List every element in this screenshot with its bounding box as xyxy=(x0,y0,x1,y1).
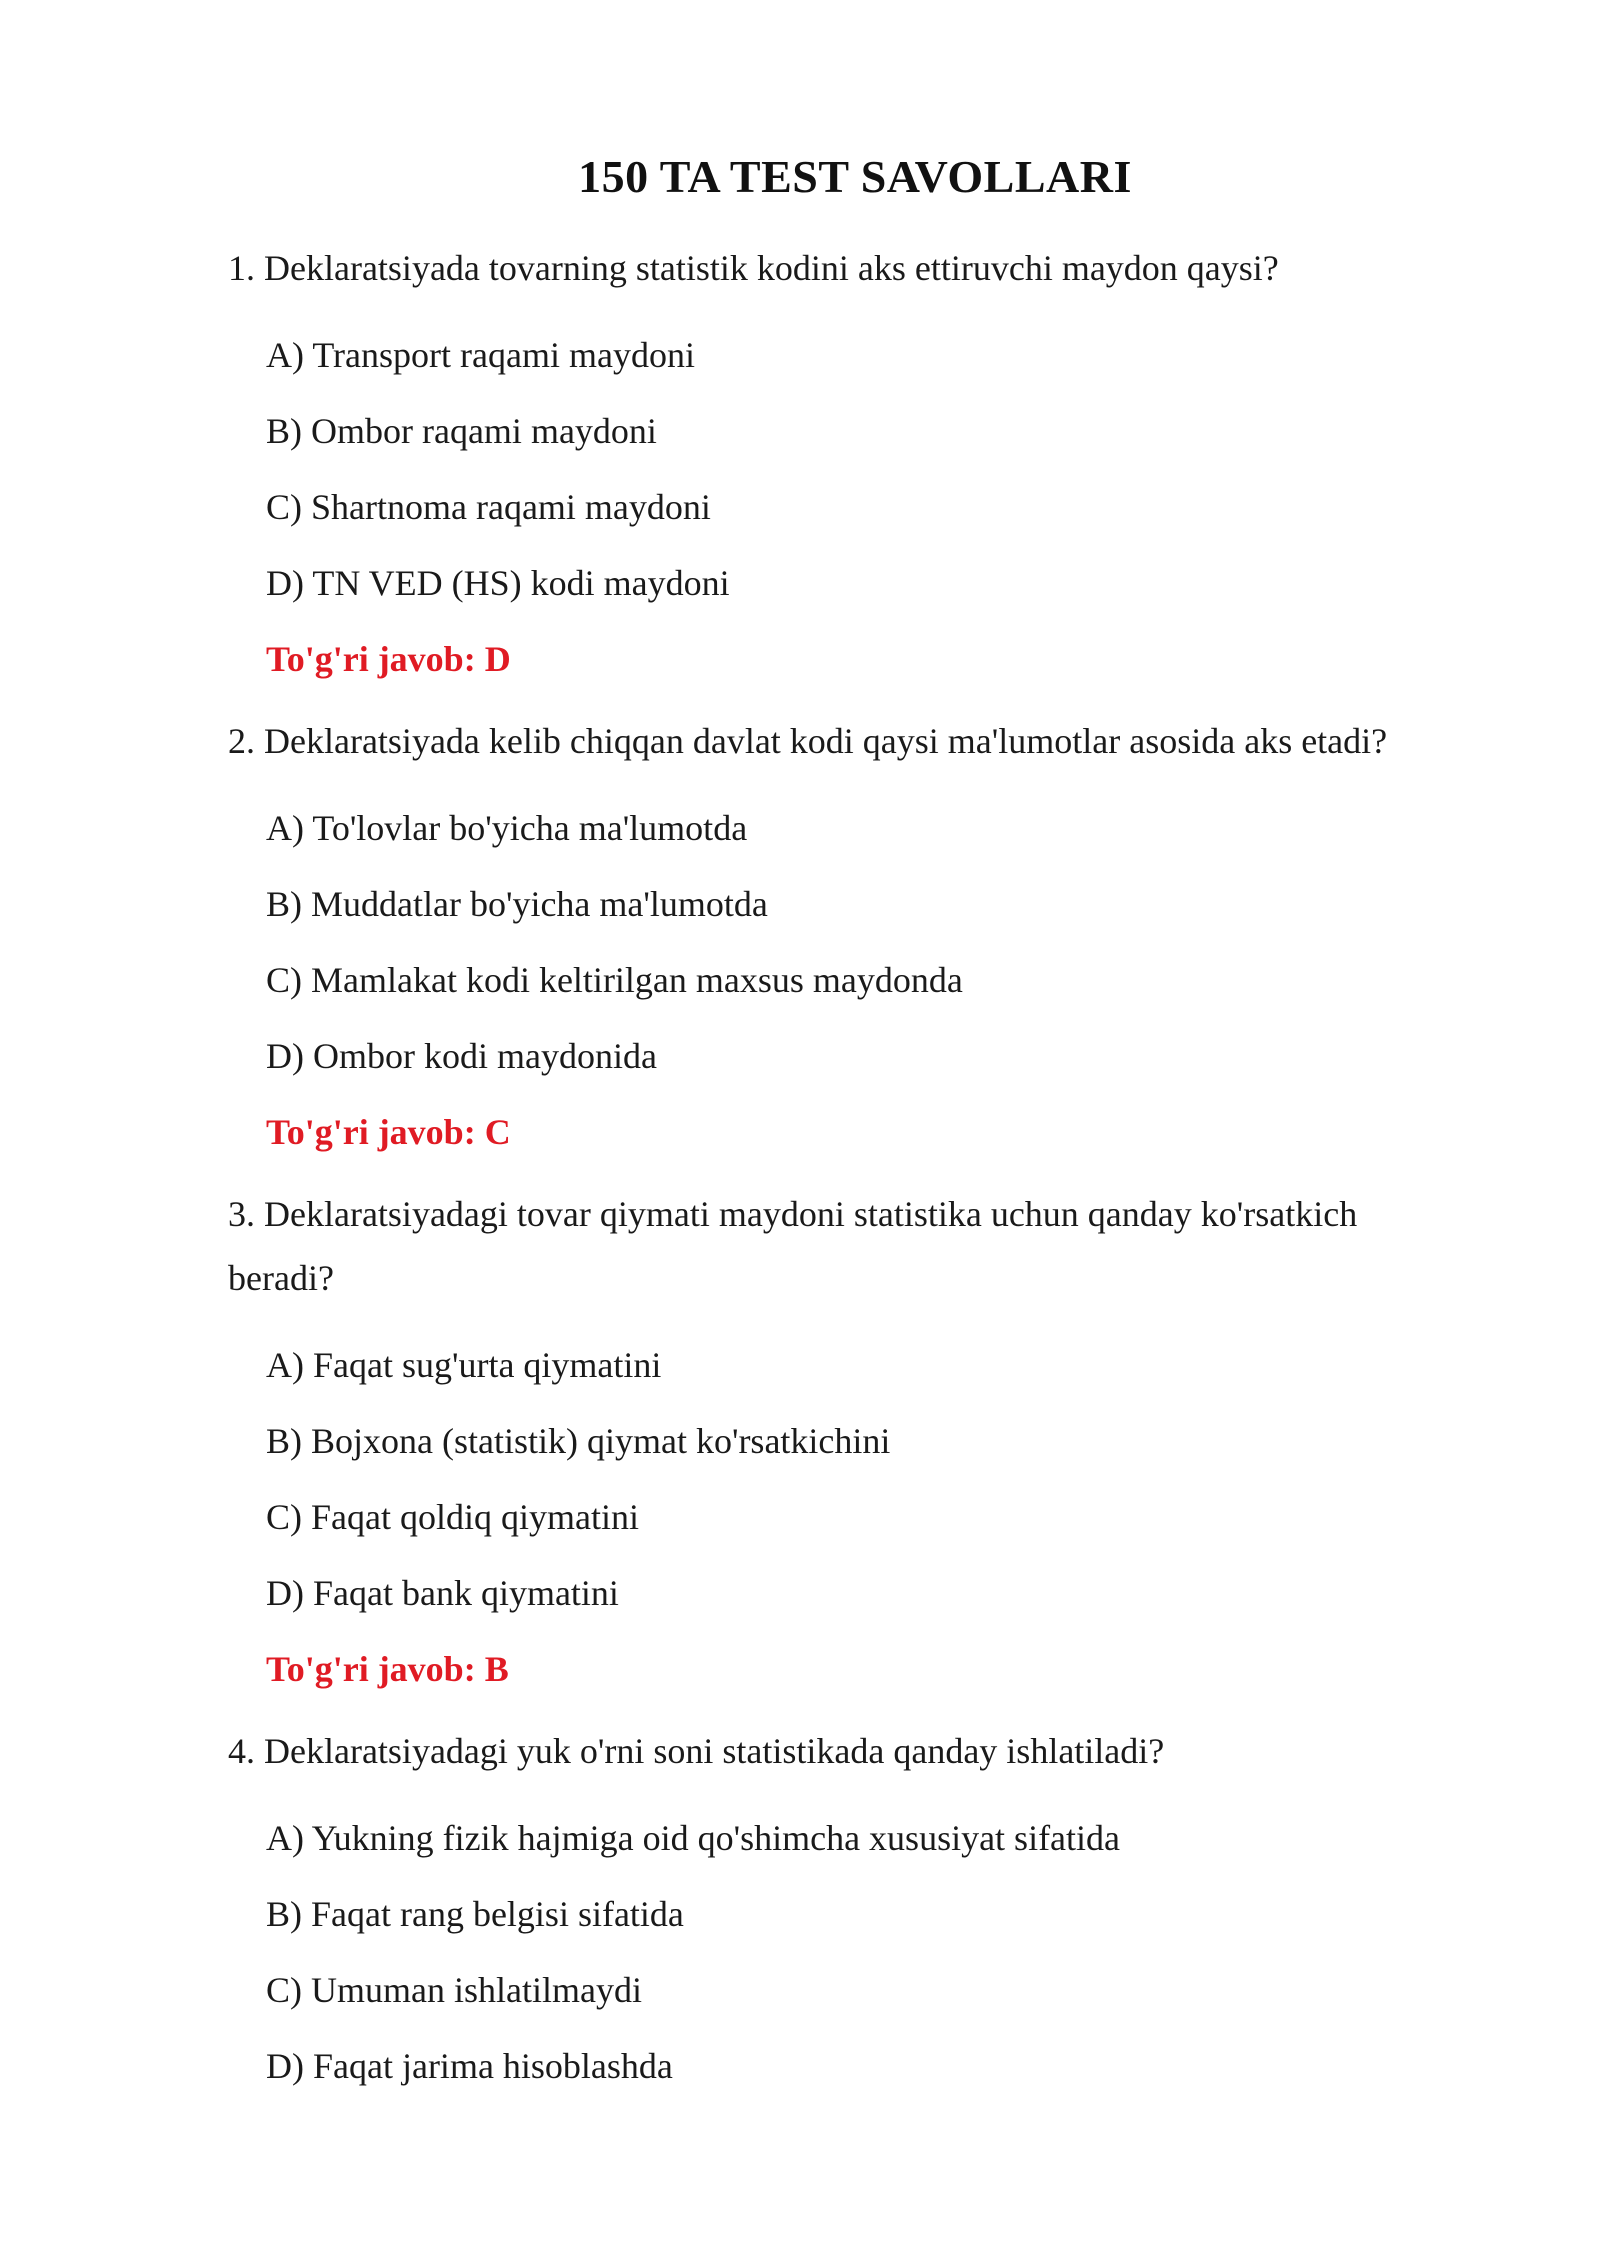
question-1-option-b: B) Ombor raqami maydoni xyxy=(266,411,657,451)
question-2-option-b: B) Muddatlar bo'yicha ma'lumotda xyxy=(266,884,768,924)
question-3-option-c: C) Faqat qoldiq qiymatini xyxy=(266,1497,639,1537)
question-4-option-d: D) Faqat jarima hisoblashda xyxy=(266,2046,673,2086)
question-1-answer: To'g'ri javob: D xyxy=(266,639,511,679)
question-2-text: 2. Deklaratsiyada kelib chiqqan davlat kodi qaysi ma'lumotlar asosida aks etadi? xyxy=(228,721,1388,761)
question-1-option-d: D) TN VED (HS) kodi maydoni xyxy=(266,563,730,603)
question-3-option-b: B) Bojxona (statistik) qiymat ko'rsatkichini xyxy=(266,1421,891,1461)
question-1-option-a: A) Transport raqami maydoni xyxy=(266,335,695,375)
question-2-answer: To'g'ri javob: C xyxy=(266,1112,511,1152)
question-3-option-d: D) Faqat bank qiymatini xyxy=(266,1573,619,1613)
question-2-option-d: D) Ombor kodi maydonida xyxy=(266,1036,657,1076)
question-4-option-a: A) Yukning fizik hajmiga oid qo'shimcha xususiyat sifatida xyxy=(266,1818,1121,1858)
question-3-answer: To'g'ri javob: B xyxy=(266,1649,509,1689)
question-3-text: 3. Deklaratsiyadagi tovar qiymati maydoni statistika uchun qanday ko'rsatkich beradi? xyxy=(228,1194,1358,1298)
question-2-option-c: C) Mamlakat kodi keltirilgan maxsus maydonda xyxy=(266,960,963,1000)
page-title: 150 TA TEST SAVOLLARI xyxy=(578,151,1132,202)
question-4-text: 4. Deklaratsiyadagi yuk o'rni soni statistikada qanday ishlatiladi? xyxy=(228,1731,1165,1771)
question-2-option-a: A) To'lovlar bo'yicha ma'lumotda xyxy=(266,808,748,848)
question-1-option-c: C) Shartnoma raqami maydoni xyxy=(266,487,711,527)
question-1-text: 1. Deklaratsiyada tovarning statistik kodini aks ettiruvchi maydon qaysi? xyxy=(228,248,1279,288)
question-4-option-c: C) Umuman ishlatilmaydi xyxy=(266,1970,642,2010)
question-4-option-b: B) Faqat rang belgisi sifatida xyxy=(266,1894,684,1934)
question-3-option-a: A) Faqat sug'urta qiymatini xyxy=(266,1345,662,1385)
